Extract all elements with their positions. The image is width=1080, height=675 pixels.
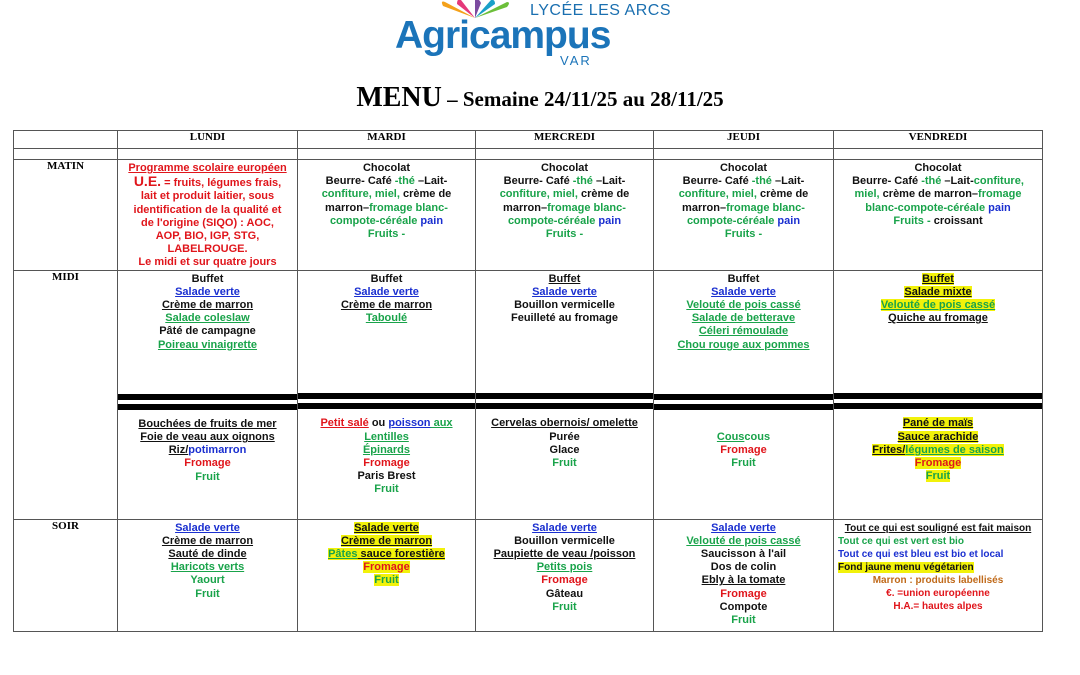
menu-item: Quiche au fromage bbox=[888, 312, 988, 325]
menu-item: Fruits - bbox=[724, 228, 763, 241]
menu-item: poisson bbox=[388, 417, 431, 430]
menu-item: = fruits, légumes frais, bbox=[161, 177, 282, 190]
matin-lundi bbox=[118, 160, 298, 271]
corner-cell bbox=[14, 131, 118, 149]
menu-item: crème de bbox=[756, 188, 809, 201]
menu-item: fromage bbox=[978, 188, 1022, 201]
menu-item: Riz/ bbox=[168, 444, 189, 457]
menu-item: pain bbox=[774, 214, 801, 227]
midi-vendredi bbox=[834, 270, 1043, 519]
menu-item: lait et produit laitier, sous bbox=[140, 190, 275, 203]
menu-item: Beurre- Café bbox=[852, 175, 922, 188]
service-divider bbox=[118, 394, 297, 410]
menu-item: Salade mixte bbox=[904, 285, 972, 298]
menu-table bbox=[13, 130, 1043, 632]
menu-item: confiture, miel, bbox=[499, 188, 578, 201]
menu-item: Fromage bbox=[720, 587, 767, 600]
menu-item: Cervelas obernois/ omelette bbox=[491, 417, 638, 430]
menu-item: Frites/ bbox=[872, 443, 906, 456]
legend-labelled: Marron : produits labellisés bbox=[872, 574, 1004, 586]
menu-item: Crème de marron bbox=[340, 299, 433, 312]
menu-item: Bouillon vermicelle bbox=[514, 299, 615, 312]
legend-vegetarian: Fond jaune menu végétarien bbox=[838, 561, 974, 573]
menu-item: Sauté de dinde bbox=[168, 548, 247, 561]
menu-item: Fruit bbox=[195, 587, 220, 600]
menu-item: Chocolat bbox=[362, 162, 411, 174]
day-header-lundi: LUNDI bbox=[118, 131, 298, 149]
menu-item: -thé bbox=[394, 175, 415, 188]
menu-item: Bouillon vermicelle bbox=[514, 534, 615, 547]
menu-item: Yaourt bbox=[190, 574, 225, 587]
agricampus-logo bbox=[390, 0, 680, 70]
menu-item: pain bbox=[417, 214, 444, 227]
menu-item: légumes de saison bbox=[905, 443, 1004, 456]
menu-item: Fromage bbox=[914, 457, 962, 470]
menu-item: Glace bbox=[549, 443, 580, 456]
menu-item: Bouchées de fruits de mer bbox=[138, 417, 277, 430]
menu-item: Salade coleslaw bbox=[165, 312, 250, 325]
service-divider bbox=[654, 394, 833, 410]
menu-item: Buffet bbox=[727, 272, 760, 285]
menu-item: Fruit bbox=[195, 470, 220, 483]
menu-item: ou bbox=[368, 417, 389, 430]
menu-item: pain bbox=[595, 214, 622, 227]
soir-jeudi bbox=[654, 519, 834, 631]
menu-item: Compote bbox=[719, 600, 768, 613]
title-week: – Semaine 24/11/25 au 28/11/25 bbox=[441, 87, 724, 111]
menu-item: marron– bbox=[503, 201, 548, 214]
menu-item: Dos de colin bbox=[710, 561, 777, 574]
menu-item: fromage blanc- bbox=[726, 201, 805, 214]
menu-item: compote-céréale bbox=[329, 214, 418, 227]
service-divider bbox=[476, 393, 653, 409]
menu-item: Fromage bbox=[363, 561, 410, 574]
menu-item: Fruit bbox=[731, 457, 756, 470]
menu-item: marron– bbox=[682, 201, 727, 214]
menu-item: Buffet bbox=[191, 272, 224, 285]
menu-item: Taboulé bbox=[365, 312, 408, 325]
menu-item: confiture, miel, bbox=[321, 188, 400, 201]
menu-item: Crème de marron bbox=[340, 534, 433, 547]
menu-item: miel, bbox=[854, 188, 880, 201]
legend-cell bbox=[834, 519, 1043, 631]
menu-item: Chou rouge aux pommes bbox=[677, 338, 810, 351]
menu-item: Lentilles bbox=[364, 430, 409, 443]
menu-item: Salade verte bbox=[175, 521, 240, 534]
menu-item: Foie de veau aux oignons bbox=[140, 431, 275, 444]
day-header-mercredi: MERCREDI bbox=[476, 131, 654, 149]
menu-item: AOP, BIO, IGP, STG, bbox=[155, 230, 260, 243]
menu-item: de l'origine (SIQO) : AOC, bbox=[141, 216, 274, 229]
menu-item: crème de marron– bbox=[879, 188, 979, 201]
menu-item: Fruit bbox=[925, 470, 951, 483]
menu-item: LABELROUGE. bbox=[167, 243, 248, 256]
day-header-mardi: MARDI bbox=[298, 131, 476, 149]
menu-item: Chocolat bbox=[719, 162, 768, 174]
logo-lycee-text: LYCÉE LES ARCS bbox=[530, 2, 671, 19]
menu-item: fromage blanc- bbox=[369, 201, 448, 214]
matin-mercredi bbox=[476, 160, 654, 271]
menu-item: Haricots verts bbox=[170, 561, 245, 574]
title-menu: MENU bbox=[356, 82, 442, 113]
menu-item: Le midi et sur quatre jours bbox=[138, 256, 277, 269]
menu-item: –Lait- bbox=[941, 175, 974, 188]
menu-item: Buffet bbox=[370, 272, 403, 285]
logo-var-text: VAR bbox=[560, 53, 592, 68]
service-divider bbox=[834, 393, 1042, 409]
menu-item: Fruits - bbox=[367, 228, 406, 241]
menu-item: Saucisson à l'ail bbox=[700, 548, 787, 561]
menu-item: sauce forestière bbox=[357, 548, 445, 561]
legend-eu: €. =union européenne bbox=[886, 587, 990, 599]
menu-item: confiture, miel, bbox=[678, 188, 757, 201]
menu-item: crème de bbox=[577, 188, 630, 201]
menu-item: Fruits - bbox=[545, 228, 584, 241]
menu-item: Paris Brest bbox=[357, 470, 416, 483]
menu-item: Buffet bbox=[922, 272, 954, 285]
menu-item: Salade verte bbox=[354, 285, 419, 298]
row-label-soir: SOIR bbox=[14, 519, 118, 631]
menu-item: Chocolat bbox=[914, 162, 962, 174]
menu-item: Fruits - bbox=[893, 214, 934, 227]
menu-item: Beurre- Café bbox=[682, 175, 752, 188]
midi-mardi bbox=[298, 270, 476, 519]
menu-item: -thé bbox=[572, 175, 593, 188]
day-header-vendredi: VENDREDI bbox=[834, 131, 1043, 149]
menu-item: Ebly à la tomate bbox=[701, 574, 786, 587]
menu-item: identification de la qualité et bbox=[133, 203, 282, 216]
midi-mercredi bbox=[476, 270, 654, 519]
menu-item: Beurre- Café bbox=[325, 175, 395, 188]
menu-item: -thé bbox=[921, 175, 942, 188]
menu-item: Poireau vinaigrette bbox=[157, 338, 258, 351]
menu-item: Salade verte bbox=[175, 285, 240, 298]
menu-item: crème de bbox=[399, 188, 452, 201]
menu-item: Salade verte bbox=[711, 521, 776, 534]
logo-main-text: Agricampus bbox=[395, 14, 611, 57]
menu-item: Beurre- Café bbox=[503, 175, 573, 188]
menu-item: Paupiette de veau /poisson bbox=[493, 548, 636, 561]
menu-item: Sauce arachide bbox=[897, 430, 979, 443]
legend-organic: Tout ce qui est vert est bio bbox=[838, 535, 964, 547]
menu-item: –Lait- bbox=[592, 175, 626, 188]
legend-organic-local: Tout ce qui est bleu est bio et local bbox=[838, 548, 1004, 560]
row-soir bbox=[14, 519, 1043, 631]
menu-item: Épinards bbox=[362, 443, 411, 456]
menu-item: cous bbox=[744, 430, 771, 443]
matin-vendredi bbox=[834, 160, 1043, 271]
menu-item: Cous bbox=[716, 430, 745, 443]
menu-item: Buffet bbox=[548, 272, 581, 285]
menu-item: aux bbox=[430, 417, 453, 430]
menu-item: compote-céréale bbox=[507, 214, 596, 227]
matin-jeudi bbox=[654, 160, 834, 271]
soir-mercredi bbox=[476, 519, 654, 631]
soir-lundi bbox=[118, 519, 298, 631]
menu-item: Fruit bbox=[374, 574, 399, 587]
row-label-midi: MIDI bbox=[14, 270, 118, 519]
menu-item: Salade verte bbox=[532, 285, 597, 298]
menu-item: Petits pois bbox=[536, 561, 593, 574]
spacer-row bbox=[14, 149, 1043, 160]
menu-item: Salade verte bbox=[532, 521, 597, 534]
menu-item: Salade verte bbox=[711, 285, 776, 298]
legend-hautes-alpes: H.A.= hautes alpes bbox=[893, 600, 983, 612]
menu-item: -thé bbox=[751, 175, 772, 188]
midi-jeudi bbox=[654, 270, 834, 519]
menu-item: Fruit bbox=[552, 600, 577, 613]
menu-item: Velouté de pois cassé bbox=[880, 299, 996, 312]
menu-item: Fromage bbox=[720, 444, 767, 457]
menu-item: –Lait- bbox=[771, 175, 805, 188]
menu-item: –Lait- bbox=[414, 175, 448, 188]
menu-item: Pâtes bbox=[328, 548, 358, 561]
menu-item: Petit salé bbox=[320, 417, 369, 430]
matin-mardi bbox=[298, 160, 476, 271]
menu-item: compote-céréale bbox=[686, 214, 775, 227]
ue-label: U.E. bbox=[133, 173, 162, 190]
menu-item: Chocolat bbox=[540, 162, 589, 174]
menu-item: blanc-compote-céréale bbox=[865, 201, 986, 214]
soir-mardi bbox=[298, 519, 476, 631]
menu-item: Feuilleté au fromage bbox=[511, 312, 618, 325]
menu-item: croissant bbox=[933, 214, 983, 227]
page-title bbox=[0, 82, 1080, 114]
menu-item: Gâteau bbox=[545, 587, 584, 600]
row-midi bbox=[14, 270, 1043, 519]
menu-item: Fromage bbox=[363, 457, 410, 470]
menu-item: Pâté de campagne bbox=[159, 325, 256, 338]
menu-item: Velouté de pois cassé bbox=[686, 534, 801, 547]
menu-item: potimarron bbox=[188, 444, 247, 457]
menu-item: Purée bbox=[549, 430, 580, 443]
menu-item: Fruit bbox=[552, 457, 577, 470]
menu-item: confiture, bbox=[973, 175, 1024, 188]
row-label-matin: MATIN bbox=[14, 160, 118, 271]
midi-lundi bbox=[118, 270, 298, 519]
menu-item: Programme scolaire européen bbox=[128, 162, 287, 174]
row-matin bbox=[14, 160, 1043, 271]
header-row bbox=[14, 131, 1043, 149]
day-header-jeudi: JEUDI bbox=[654, 131, 834, 149]
legend-homemade: Tout ce qui est souligné est fait maison bbox=[844, 522, 1032, 534]
menu-item: Crème de marron bbox=[161, 534, 254, 547]
menu-item: Céleri rémoulade bbox=[698, 325, 789, 338]
menu-item: Velouté de pois cassé bbox=[686, 299, 801, 312]
menu-item: Fromage bbox=[184, 457, 231, 470]
service-divider bbox=[298, 393, 475, 409]
menu-item: marron– bbox=[325, 201, 370, 214]
menu-item: Fruit bbox=[374, 483, 399, 496]
menu-item: Fruit bbox=[731, 614, 756, 627]
menu-item: Pané de maïs bbox=[902, 417, 974, 430]
menu-item: fromage blanc- bbox=[547, 201, 626, 214]
menu-item: Salade de betterave bbox=[691, 312, 796, 325]
menu-item: Crème de marron bbox=[161, 299, 254, 312]
menu-item: pain bbox=[985, 201, 1011, 214]
menu-item: Fromage bbox=[541, 574, 588, 587]
menu-item: Salade verte bbox=[354, 521, 419, 534]
